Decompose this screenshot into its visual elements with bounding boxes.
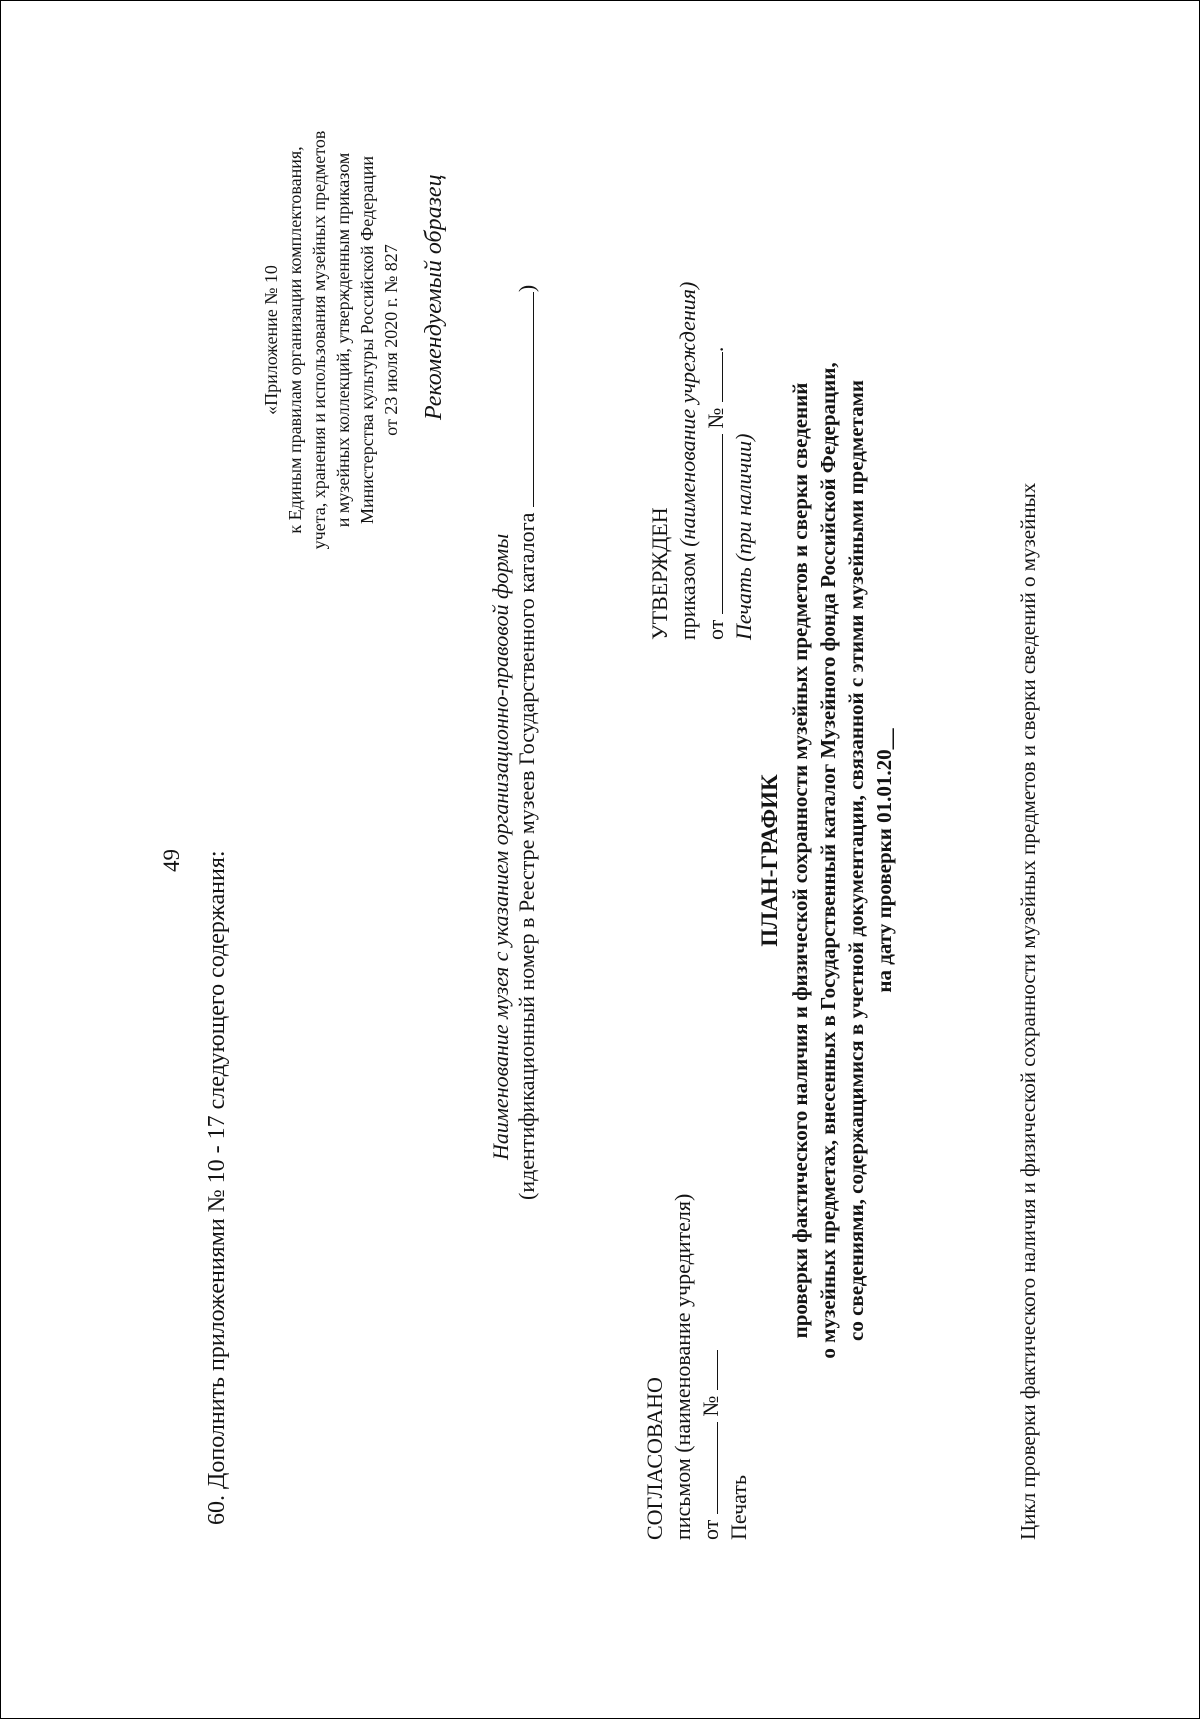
appendix-line: к Единым правилам организации комплектования, (285, 146, 305, 534)
appendix-line: Министерства культуры Российской Федерации (357, 156, 377, 524)
museum-name-hint: Наименование музея с указанием организационно-правовой формы (488, 533, 513, 1160)
approved-by-line (674, 282, 702, 640)
registry-close: ) (514, 284, 539, 293)
rotated-content (1, 1, 1200, 1720)
approved-number-blank (702, 352, 723, 402)
approved-block (646, 282, 758, 640)
approved-seal-hint: Печать (при наличии) (731, 433, 756, 640)
intro-paragraph: 60. Дополнить приложениями № 10 - 17 следующего содержания: (204, 850, 230, 1525)
approved-date-line (702, 282, 730, 640)
plan-title-block (756, 1, 898, 1720)
appendix-line: и музейных коллекций, утвержденным приказом (333, 152, 353, 528)
agreed-title: СОГЛАСОВАНО (642, 1377, 667, 1540)
agreed-date-line (697, 1194, 725, 1540)
approved-from-label: от (703, 619, 728, 640)
agreed-block (641, 1194, 753, 1540)
appendix-line: учета, хранения и использования музейных предметов (309, 130, 329, 550)
cycle-paragraph: Цикл проверки фактического наличия и физической сохранности музейных предметов и сверки сведений о музейных (1016, 482, 1040, 1540)
recommended-sample-label: Рекомендуемый образец (421, 174, 447, 420)
agreed-seal: Печать (726, 1474, 751, 1540)
plan-subtitle-line: со сведениями, содержащимися в учетной документации, связанной с этими музейными предметами (844, 380, 868, 1341)
registry-label: (идентификационный номер в Реестре музеев Государственного каталога (514, 512, 539, 1200)
agreed-from-label: от (698, 1519, 723, 1540)
agreed-number-label: № (698, 1395, 723, 1417)
plan-title: ПЛАН-ГРАФИК (757, 774, 782, 947)
plan-date-line: на дату проверки 01.01.20__ (872, 728, 896, 993)
approved-number-label: № (703, 407, 728, 429)
registry-number-line (513, 285, 540, 1200)
approved-date-blank (702, 434, 723, 614)
registry-blank (513, 292, 534, 507)
approved-by-prefix: приказом (675, 552, 700, 640)
plan-subtitle-line: о музейных предметах, внесенных в Государственный каталог Музейного фонда Российской Федерации, (816, 362, 840, 1359)
approved-end-dot: . (703, 346, 728, 353)
plan-subtitle-line: проверки фактического наличия и физической сохранности музейных предметов и сверки сведений (788, 382, 812, 1339)
approved-title: УТВЕРЖДЕН (647, 507, 672, 640)
appendix-line: «Приложение № 10 (261, 265, 281, 415)
agreed-number-blank (697, 1350, 718, 1390)
page-number: 49 (159, 849, 184, 872)
agreed-by: письмом (наименование учредителя) (670, 1193, 695, 1540)
appendix-header (259, 0, 403, 700)
appendix-line: от 23 июля 2020 г. № 827 (381, 244, 401, 436)
agreed-date-blank (697, 1422, 718, 1514)
approved-by-hint: (наименование учреждения) (675, 281, 700, 547)
